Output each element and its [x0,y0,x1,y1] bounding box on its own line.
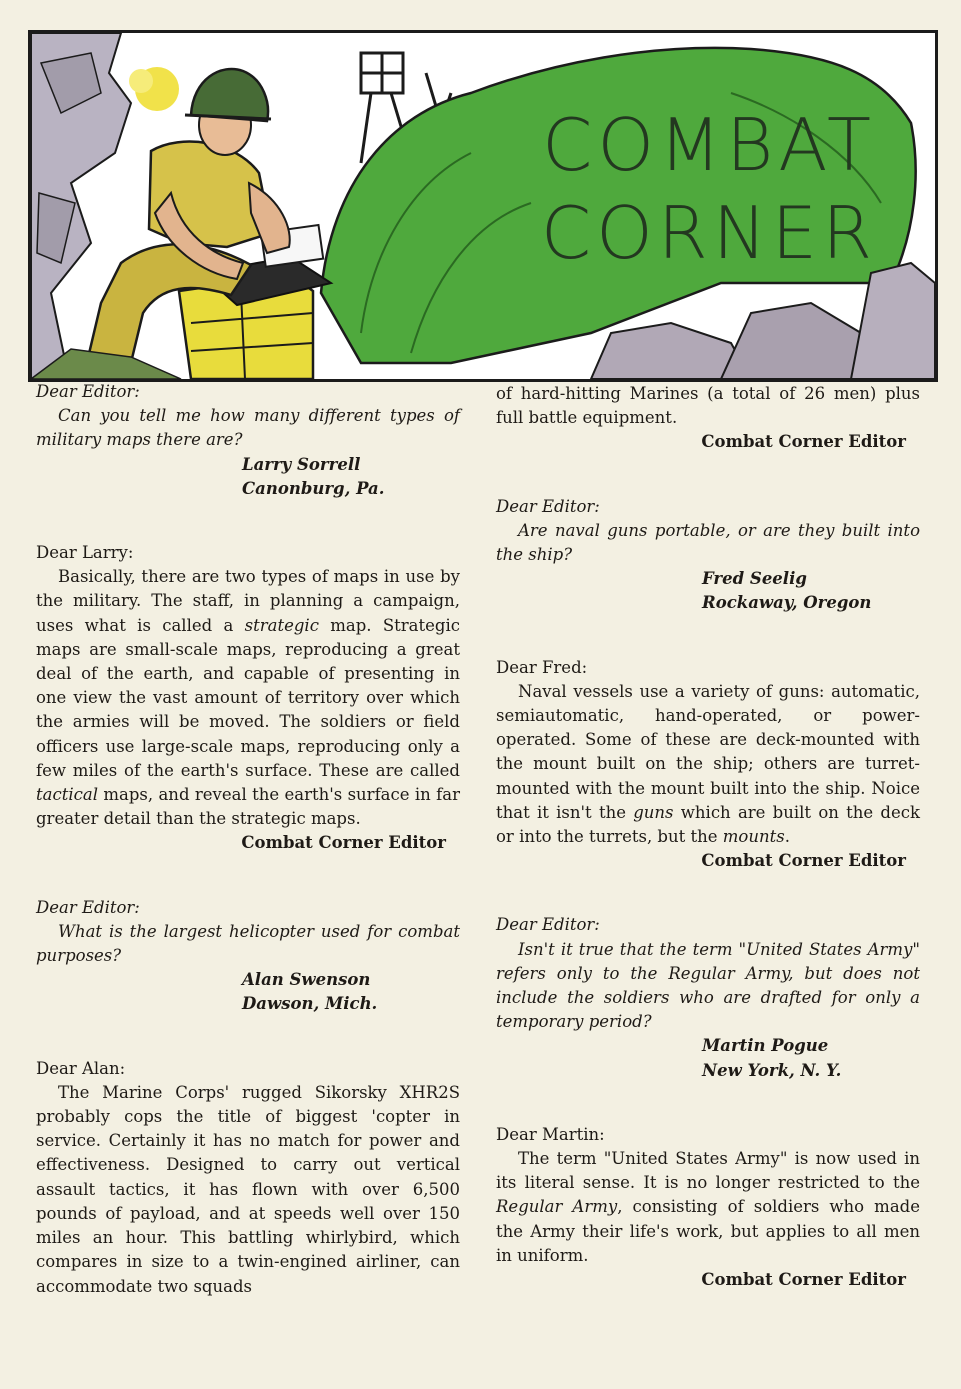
letter4-signer-place: New York, N. Y. [702,1060,842,1080]
reply3-em-mounts: mounts [722,827,785,847]
spacer [496,616,920,656]
spacer [496,1083,920,1123]
letter1-signature [36,453,460,501]
reply1-body [36,565,460,831]
letter4-signer-name: Martin Pogue [702,1036,829,1056]
letter2-salutation: Dear Editor: [36,897,140,917]
letter2-signer-place: Dawson, Mich. [242,994,378,1014]
spacer [496,873,920,913]
reply4-signoff: Combat Corner Editor [701,1270,906,1290]
letter3-signer-place: Rockaway, Oregon [702,593,872,613]
reply2-body: The Marine Corps' rugged Sikorsky XHR2S probably cops the title of biggest 'copter in service. Certainly it has no match for power and effectiveness. Designed to carry out vertical assault tactics, it has flown with over 6,500 pounds of payload, and at speeds well over 150 miles an hour. This battling whirlybird, which compares in size to a twin-engined airliner, can accommodate two squads [36,1082,460,1296]
right-column [496,382,920,1292]
reply3-part1: Naval vessels use a variety of guns: automatic, semiautomatic, hand-operated, or power-operated. Some of these are deck-mounted with the mount built on the ship; others are turret-mounted with the mount built into the ship. Noice that it isn't the [496,681,920,822]
reply4-part2: , consisting of soldiers who made the Army their life's work, but applies to all men in uniform. [496,1197,920,1265]
reply3-part2: which are built on the deck or into the turrets, but the [496,802,920,847]
reply4-salutation: Dear Martin: [496,1124,605,1144]
spacer [496,455,920,495]
reply2-continued-body: of hard-hitting Marines (a total of 26 men) plus full battle equipment. [496,384,920,428]
banner-title-line1: COMBAT [542,103,876,187]
letter2-question: What is the largest helicopter used for combat purposes? [36,921,460,966]
reply3-signoff: Combat Corner Editor [701,851,906,871]
letter3-signature [496,567,920,615]
reply1-part1: Basically, there are two types of maps in use by the military. The staff, in planning a campaign, uses what is called a [36,567,460,635]
reply1-part2: map. Strategic maps are small-scale maps, reproducing a great deal of the earth, and capable of presenting in one view the vast amount of territory over which the armies will be moved. The soldiers or field officers use large-scale maps, reproducing only a few miles of the earth's surface. These are called [36,615,460,780]
spacer [36,1017,460,1057]
letter4-signature [496,1034,920,1082]
letter3-signer-name: Fred Seelig [702,569,807,589]
letter1-signer-place: Canonburg, Pa. [242,478,385,498]
reply3-part3: . [784,827,790,847]
letter4-question: Isn't it true that the term "United States Army" refers only to the Regular Army, but does not include the soldiers who are drafted for only a temporary period? [496,939,920,1032]
reply3-body [496,680,920,849]
letter2-signer-name: Alan Swenson [242,970,371,990]
reply3-salutation: Dear Fred: [496,657,588,677]
reply1-signoff: Combat Corner Editor [241,833,446,853]
reply1-part3: maps, and reveal the earth's surface in far greater detail than the strategic maps. [36,785,460,829]
letter1-signer-name: Larry Sorrell [242,454,361,474]
reply4-em-regular-army: Regular Army [496,1197,618,1217]
banner-title [509,101,909,277]
reply1-salutation: Dear Larry: [36,543,134,563]
spacer [36,856,460,896]
letter1-question: Can you tell me how many different types of military maps there are? [36,406,460,450]
reply2-signoff: Combat Corner Editor [701,432,906,452]
left-column [36,380,460,1299]
reply3-em-guns: guns [633,802,674,822]
reply1-em-tactical: tactical [36,785,98,805]
spacer [36,501,460,541]
banner-title-line2: CORNER [540,191,878,275]
letter3-question: Are naval guns portable, or are they built into the ship? [496,520,920,565]
letter4-salutation: Dear Editor: [496,915,600,935]
letter3-salutation: Dear Editor: [496,496,600,516]
reply4-body [496,1147,920,1268]
reply1-em-strategic: strategic [244,615,319,635]
letter1-salutation: Dear Editor: [36,382,140,401]
reply2-salutation: Dear Alan: [36,1058,126,1078]
letter2-signature [36,968,460,1016]
combat-corner-banner [28,30,938,382]
reply4-part1: The term "United States Army" is now used in its literal sense. It is no longer restricted to the [496,1149,920,1193]
